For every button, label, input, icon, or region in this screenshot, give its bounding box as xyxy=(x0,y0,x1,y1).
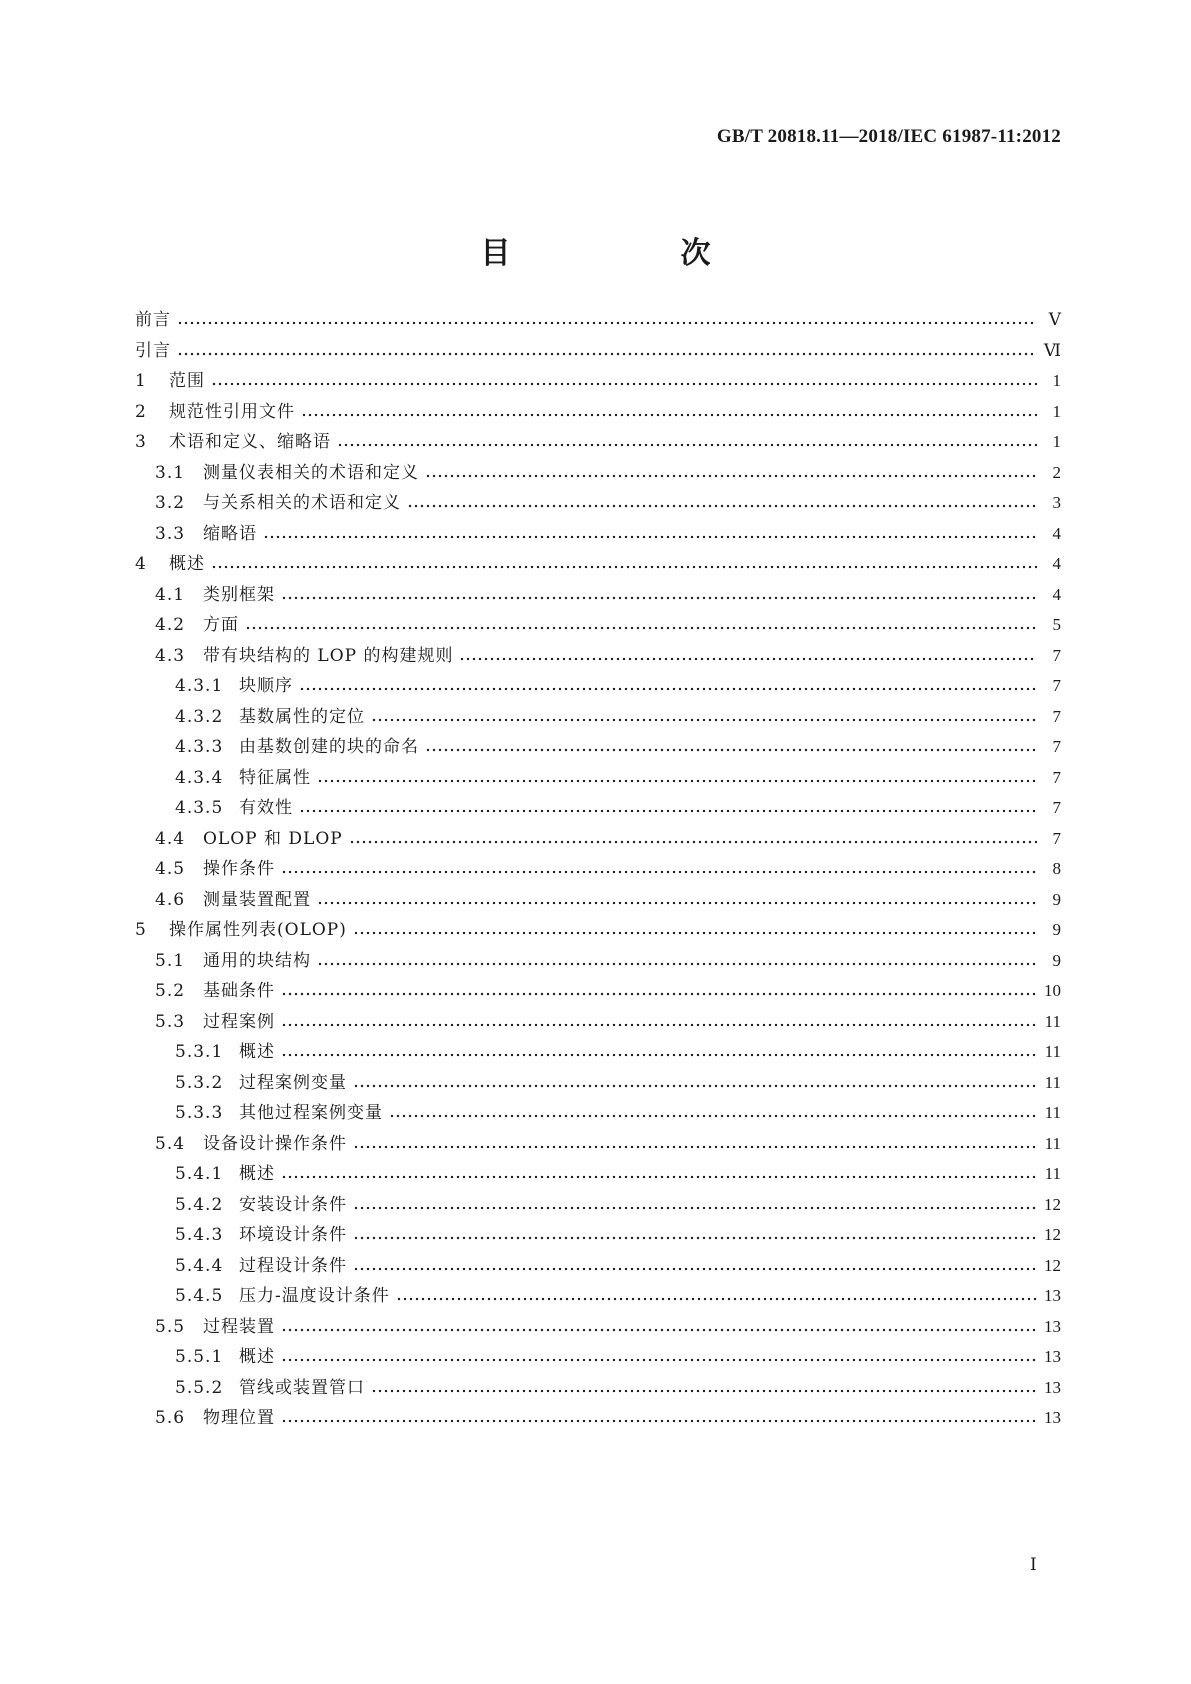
toc-entry-page: 1 xyxy=(1052,402,1061,421)
toc-entry[interactable] xyxy=(135,368,1061,394)
toc-entry-number: 4.3.3 xyxy=(175,737,224,757)
page-number: Ⅰ xyxy=(1030,1555,1037,1574)
toc-entry-page: 7 xyxy=(1052,798,1061,817)
toc-entry-page: 7 xyxy=(1052,768,1061,787)
dot-leader xyxy=(177,350,1037,358)
toc-entry[interactable] xyxy=(155,460,1061,486)
toc-entry-number: 4 xyxy=(135,554,147,574)
toc-entry-page: 11 xyxy=(1044,1073,1061,1092)
toc-entry[interactable] xyxy=(175,673,1061,699)
toc-entry-title: 物理位置 xyxy=(203,1408,275,1428)
toc-entry-page: 2 xyxy=(1052,463,1061,482)
toc-title: 目 次 xyxy=(480,236,781,271)
dot-leader xyxy=(317,960,1037,968)
toc-entry-page: 12 xyxy=(1044,1256,1061,1275)
toc-entry-title: 术语和定义、缩略语 xyxy=(169,432,331,452)
toc-entry-title: 过程案例变量 xyxy=(239,1073,347,1093)
dot-leader xyxy=(281,1021,1037,1029)
toc-entry-number: 4.2 xyxy=(155,615,186,635)
toc-entry-title: OLOP 和 DLOP xyxy=(203,829,343,849)
toc-entry-number: 1 xyxy=(135,371,147,391)
toc-entry-title: 安装设计条件 xyxy=(239,1195,347,1215)
toc-entry-title: 压力-温度设计条件 xyxy=(239,1286,390,1306)
dot-leader xyxy=(389,1112,1037,1120)
toc-entry-title: 规范性引用文件 xyxy=(169,402,295,422)
toc-entry-number: 5.1 xyxy=(155,951,186,971)
toc-entry[interactable] xyxy=(135,399,1061,425)
dot-leader xyxy=(425,472,1037,480)
dot-leader xyxy=(281,594,1037,602)
toc-entry-page: 7 xyxy=(1052,737,1061,756)
toc-entry[interactable] xyxy=(135,429,1061,455)
dot-leader xyxy=(353,1204,1037,1212)
toc-entry[interactable] xyxy=(175,1375,1061,1401)
toc-entry[interactable] xyxy=(135,551,1061,577)
dot-leader xyxy=(211,563,1037,571)
toc-entry-page: Ⅵ xyxy=(1043,341,1061,360)
toc-entry-number: 5.5.2 xyxy=(175,1378,224,1398)
toc-entry-page: 1 xyxy=(1052,371,1061,390)
toc-entry[interactable] xyxy=(155,582,1061,608)
toc-entry-page: 13 xyxy=(1044,1347,1061,1366)
toc-entry-title: 过程装置 xyxy=(203,1317,275,1337)
toc-entry-number: 4.3.5 xyxy=(175,798,224,818)
toc-entry-number: 3.3 xyxy=(155,524,186,544)
toc-entry-page: 8 xyxy=(1052,859,1061,878)
toc-entry-number: 5.4 xyxy=(155,1134,186,1154)
toc-entry-page: 11 xyxy=(1044,1012,1061,1031)
dot-leader xyxy=(211,380,1037,388)
toc-entry[interactable] xyxy=(155,948,1061,974)
toc-entry-page: 3 xyxy=(1052,493,1061,512)
dot-leader xyxy=(353,1265,1037,1273)
dot-leader xyxy=(337,441,1037,449)
toc-entry-number: 5.6 xyxy=(155,1408,186,1428)
dot-leader xyxy=(281,1051,1037,1059)
toc-entry-number: 5.4.2 xyxy=(175,1195,224,1215)
toc-entry-title: 特征属性 xyxy=(239,768,311,788)
toc-entry-title: 过程设计条件 xyxy=(239,1256,347,1276)
dot-leader xyxy=(371,716,1037,724)
dot-leader xyxy=(281,1356,1037,1364)
toc-entry-number: 4.4 xyxy=(155,829,186,849)
dot-leader xyxy=(177,319,1037,327)
toc-entry[interactable] xyxy=(135,338,1061,364)
toc-entry-title: 由基数创建的块的命名 xyxy=(239,737,419,757)
dot-leader xyxy=(281,1326,1037,1334)
dot-leader xyxy=(281,1173,1037,1181)
toc-entry-number: 4.1 xyxy=(155,585,186,605)
toc-entry[interactable] xyxy=(155,1131,1061,1157)
toc-entry-title: 操作条件 xyxy=(203,859,275,879)
toc-entry-title: 范围 xyxy=(169,371,205,391)
dot-leader xyxy=(281,868,1037,876)
toc-entry-title: 设备设计操作条件 xyxy=(203,1134,347,1154)
toc-entry[interactable] xyxy=(175,1253,1061,1279)
toc-entry-page: 11 xyxy=(1044,1103,1061,1122)
toc-entry[interactable] xyxy=(175,1070,1061,1096)
toc-entry-number: 4.3.1 xyxy=(175,676,224,696)
toc-entry-page: 11 xyxy=(1044,1164,1061,1183)
toc-entry-page: 11 xyxy=(1044,1042,1061,1061)
dot-leader xyxy=(407,502,1037,510)
toc-entry[interactable] xyxy=(175,734,1061,760)
toc-entry[interactable] xyxy=(155,978,1061,1004)
toc-entry[interactable] xyxy=(175,1100,1061,1126)
toc-entry-number: 5.4.4 xyxy=(175,1256,224,1276)
toc-entry-page: 4 xyxy=(1052,585,1061,604)
toc-entry-number: 2 xyxy=(135,402,147,422)
toc-entry[interactable] xyxy=(155,1405,1061,1431)
toc-entry-title: 类别框架 xyxy=(203,585,275,605)
toc-entry[interactable] xyxy=(175,765,1061,791)
toc-entry-page: 7 xyxy=(1052,676,1061,695)
toc-entry-title: 基础条件 xyxy=(203,981,275,1001)
toc-entry-title: 通用的块结构 xyxy=(203,951,311,971)
dot-leader xyxy=(349,838,1037,846)
toc-entry-number: 5.3.1 xyxy=(175,1042,224,1062)
toc-entry-title: 过程案例 xyxy=(203,1012,275,1032)
toc-entry-title: 带有块结构的 LOP 的构建规则 xyxy=(203,646,454,666)
toc-entry[interactable] xyxy=(175,1161,1061,1187)
toc-entry-page: 9 xyxy=(1052,951,1061,970)
dot-leader xyxy=(245,624,1037,632)
toc-entry[interactable] xyxy=(155,643,1061,669)
toc-entry-page: 7 xyxy=(1052,707,1061,726)
toc-entry[interactable] xyxy=(175,1192,1061,1218)
toc-entry-number: 5.3 xyxy=(155,1012,186,1032)
toc-entry-title: 缩略语 xyxy=(203,524,257,544)
toc-entry-page: 13 xyxy=(1044,1286,1061,1305)
dot-leader xyxy=(396,1295,1037,1303)
toc-entry[interactable] xyxy=(135,917,1061,943)
standard-code-header: GB/T 20818.11—2018/IEC 61987-11:2012 xyxy=(716,126,1061,147)
toc-entry-page: 7 xyxy=(1052,646,1061,665)
toc-entry-page: 9 xyxy=(1052,890,1061,909)
toc-entry-title: 测量仪表相关的术语和定义 xyxy=(203,463,419,483)
toc-entry-page: 12 xyxy=(1044,1195,1061,1214)
toc-entry-page: 13 xyxy=(1044,1378,1061,1397)
dot-leader xyxy=(281,1417,1037,1425)
toc-entry-number: 4.3.2 xyxy=(175,707,224,727)
toc-entry-number: 5.3.3 xyxy=(175,1103,224,1123)
dot-leader xyxy=(353,929,1037,937)
toc-entry-title: 环境设计条件 xyxy=(239,1225,347,1245)
toc-entry-number: 4.6 xyxy=(155,890,186,910)
toc-entry[interactable] xyxy=(155,1314,1061,1340)
toc-entry-page: Ⅴ xyxy=(1048,310,1061,329)
toc-entry-number: 5.4.1 xyxy=(175,1164,224,1184)
toc-entry-page: 13 xyxy=(1044,1317,1061,1336)
toc-entry-number: 4.5 xyxy=(155,859,186,879)
dot-leader xyxy=(317,777,1037,785)
toc-entry-title: 引言 xyxy=(135,341,171,361)
toc-entry-number: 5.3.2 xyxy=(175,1073,224,1093)
toc-entry[interactable] xyxy=(155,490,1061,516)
toc-entry-title: 与关系相关的术语和定义 xyxy=(203,493,401,513)
toc-entry-page: 12 xyxy=(1044,1225,1061,1244)
toc-entry-title: 前言 xyxy=(135,310,171,330)
toc-entry-title: 概述 xyxy=(169,554,205,574)
toc-entry-title: 其他过程案例变量 xyxy=(239,1103,383,1123)
toc-entry-page: 5 xyxy=(1052,615,1061,634)
toc-entry[interactable] xyxy=(155,826,1061,852)
dot-leader xyxy=(299,807,1037,815)
dot-leader xyxy=(353,1082,1037,1090)
toc-entry-page: 1 xyxy=(1052,432,1061,451)
toc-entry[interactable] xyxy=(155,612,1061,638)
toc-entry-title: 块顺序 xyxy=(239,676,293,696)
toc-entry-number: 5.5 xyxy=(155,1317,186,1337)
toc-entry-number: 5 xyxy=(135,920,147,940)
toc-entry-title: 管线或装置管口 xyxy=(239,1378,365,1398)
dot-leader xyxy=(353,1234,1037,1242)
toc-entry-title: 基数属性的定位 xyxy=(239,707,365,727)
toc-entry-page: 4 xyxy=(1052,524,1061,543)
toc-entry-number: 3.1 xyxy=(155,463,186,483)
toc-entry[interactable] xyxy=(175,1039,1061,1065)
toc-entry-number: 4.3 xyxy=(155,646,186,666)
dot-leader xyxy=(263,533,1037,541)
toc-entry-number: 5.5.1 xyxy=(175,1347,224,1367)
dot-leader xyxy=(371,1387,1037,1395)
toc-entry-title: 概述 xyxy=(239,1347,275,1367)
toc-entry[interactable] xyxy=(155,887,1061,913)
toc-entry-title: 操作属性列表(OLOP) xyxy=(169,920,347,940)
toc-entry[interactable] xyxy=(175,1344,1061,1370)
dot-leader xyxy=(459,655,1037,663)
toc-entry-number: 3.2 xyxy=(155,493,186,513)
toc-entry-number: 5.2 xyxy=(155,981,186,1001)
toc-entry-title: 概述 xyxy=(239,1042,275,1062)
toc-entry-title: 有效性 xyxy=(239,798,293,818)
toc-entry[interactable] xyxy=(175,795,1061,821)
toc-entry[interactable] xyxy=(155,1009,1061,1035)
toc-entry-number: 5.4.3 xyxy=(175,1225,224,1245)
toc-entry-number: 4.3.4 xyxy=(175,768,224,788)
toc-entry[interactable] xyxy=(155,856,1061,882)
toc-entry[interactable] xyxy=(155,521,1061,547)
toc-entry[interactable] xyxy=(175,704,1061,730)
dot-leader xyxy=(299,685,1037,693)
dot-leader xyxy=(425,746,1037,754)
dot-leader xyxy=(281,990,1037,998)
toc-entry-page: 4 xyxy=(1052,554,1061,573)
toc-entry-page: 13 xyxy=(1044,1408,1061,1427)
toc-entry-title: 测量装置配置 xyxy=(203,890,311,910)
toc-entry-page: 11 xyxy=(1044,1134,1061,1153)
toc-entry-title: 概述 xyxy=(239,1164,275,1184)
toc-entry-page: 9 xyxy=(1052,920,1061,939)
toc-entry-page: 7 xyxy=(1052,829,1061,848)
toc-entry[interactable] xyxy=(175,1283,1061,1309)
toc-entry-page: 10 xyxy=(1044,981,1061,1000)
dot-leader xyxy=(317,899,1037,907)
dot-leader xyxy=(353,1143,1037,1151)
dot-leader xyxy=(301,411,1037,419)
toc-entry[interactable] xyxy=(175,1222,1061,1248)
toc-entry-title: 方面 xyxy=(203,615,239,635)
toc-entry-number: 5.4.5 xyxy=(175,1286,224,1306)
toc-entry-number: 3 xyxy=(135,432,147,452)
toc-entry[interactable] xyxy=(135,307,1061,333)
